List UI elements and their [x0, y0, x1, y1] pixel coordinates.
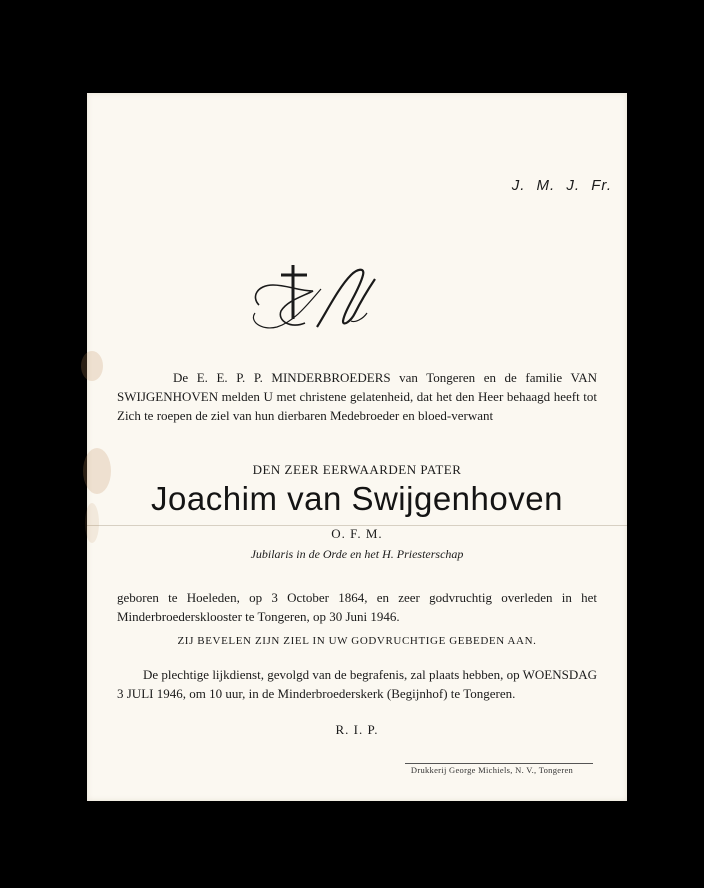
rip-closing: R. I. P. [335, 722, 379, 737]
memorial-card [87, 93, 627, 801]
jubilee-line: Jubilaris in de Orde en het H. Priesterschap [250, 547, 464, 561]
funeral-details: De plechtige lijkdienst, gevolgd van de begrafenis, zal plaats hebben, op WOENSDAG 3 JULI 1946, om 10 uur, in de Minderbroederskerk (Begijnhof) te Tongeren. [117, 667, 597, 701]
honorific-title: DEN ZEER EERWAARDEN PATER [252, 462, 462, 477]
deceased-name: Joachim van Swijgenhoven [151, 480, 563, 517]
age-stain [81, 351, 103, 381]
religious-order: O. F. M. [331, 526, 383, 541]
cross-monogram-icon [247, 261, 381, 337]
birth-death-text: geboren te Hoeleden, op 3 October 1864, en zeer godvruchtig overleden in het Minderbroedersklooster te Tongeren, op 30 Juni 1946. [117, 590, 597, 624]
printer-credit: Drukkerij George Michiels, N. V., Tongeren [410, 765, 574, 775]
printer-divider [405, 763, 593, 764]
prayer-plea: ZIJ BEVELEN ZIJN ZIEL IN UW GODVRUCHTIGE GEBEDEN AAN. [177, 635, 537, 647]
header-initials: J. M. J. Fr. [511, 177, 612, 194]
announcement-intro: De E. E. P. P. MINDERBROEDERS van Tongeren en de familie VAN SWIJGENHOVEN melden U met christene gelatenheid, dat het den Heer behaagd heeft tot Zich te roepen de ziel van hun dierbaren Medebroeder en bloed-verwant [117, 370, 597, 423]
